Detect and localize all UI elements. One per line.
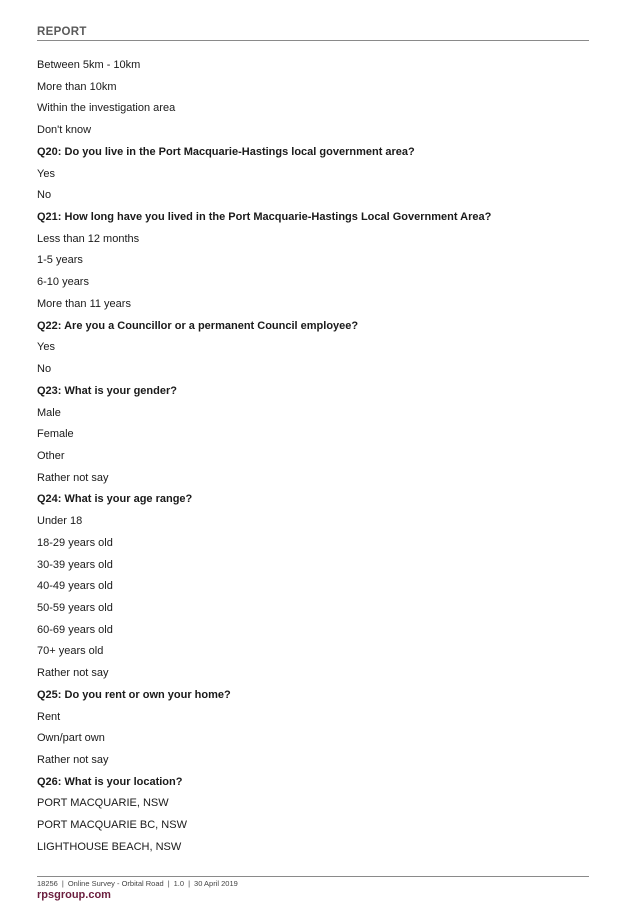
document-title: Online Survey - Orbital Road bbox=[67, 879, 164, 888]
page-footer bbox=[37, 876, 589, 902]
survey-answer: LIGHTHOUSE BEACH, NSW bbox=[37, 840, 182, 853]
date: 30 April 2019 bbox=[194, 879, 238, 888]
survey-question: Q24: What is your age range? bbox=[37, 493, 193, 506]
survey-answer: Yes bbox=[37, 341, 55, 354]
survey-answer: Rather not say bbox=[37, 471, 109, 484]
survey-answer: Less than 12 months bbox=[37, 232, 140, 245]
survey-content bbox=[37, 55, 589, 859]
survey-answer: Between 5km - 10km bbox=[37, 59, 141, 71]
survey-answer: Rather not say bbox=[37, 754, 109, 766]
survey-answer: 1-5 years bbox=[37, 254, 83, 267]
header-divider bbox=[37, 40, 589, 41]
survey-question: Q22: Are you a Councillor or a permanent Council employee? bbox=[37, 319, 359, 332]
separator: | bbox=[188, 879, 191, 888]
footer-divider bbox=[37, 876, 589, 877]
survey-answer: PORT MACQUARIE BC, NSW bbox=[37, 819, 187, 832]
survey-question: Q20: Do you live in the Port Macquarie-Hastings local government area? bbox=[37, 145, 415, 158]
survey-answer: 30-39 years old bbox=[37, 558, 113, 571]
survey-answer: Female bbox=[37, 428, 74, 441]
survey-answer: Don't know bbox=[37, 124, 92, 137]
survey-answer: Within the investigation area bbox=[37, 102, 176, 115]
page-header bbox=[37, 26, 589, 41]
survey-answer: Rent bbox=[37, 710, 61, 723]
survey-question: Q23: What is your gender? bbox=[37, 384, 177, 397]
report-title: REPORT bbox=[37, 26, 87, 38]
survey-answer: Own/part own bbox=[37, 732, 105, 745]
survey-question: Q21: How long have you lived in the Port Macquarie-Hastings Local Government Area? bbox=[37, 211, 492, 224]
survey-answer: 50-59 years old bbox=[37, 601, 113, 614]
survey-answer: Under 18 bbox=[37, 515, 83, 528]
separator: | bbox=[167, 879, 170, 888]
survey-question: Q25: Do you rent or own your home? bbox=[37, 688, 231, 701]
survey-answer: No bbox=[37, 363, 52, 376]
survey-answer: Yes bbox=[37, 167, 55, 180]
survey-answer: PORT MACQUARIE, NSW bbox=[37, 797, 169, 810]
survey-answer: 60-69 years old bbox=[37, 623, 113, 636]
survey-answer: Male bbox=[37, 406, 61, 419]
survey-answer: More than 10km bbox=[37, 80, 117, 93]
survey-answer: 70+ years old bbox=[37, 645, 104, 658]
survey-question: Q26: What is your location? bbox=[37, 775, 183, 788]
separator: | bbox=[61, 879, 64, 888]
survey-answer: More than 11 years bbox=[37, 297, 131, 310]
survey-answer: Other bbox=[37, 449, 65, 462]
survey-answer: 18-29 years old bbox=[37, 536, 113, 549]
project-number: 18256 bbox=[37, 879, 58, 888]
survey-answer: No bbox=[37, 189, 52, 202]
survey-answer: 6-10 years bbox=[37, 276, 89, 289]
survey-answer: 40-49 years old bbox=[37, 580, 113, 593]
footer-meta bbox=[37, 879, 589, 888]
website-link[interactable]: rpsgroup.com bbox=[37, 889, 111, 901]
survey-answer: Rather not say bbox=[37, 667, 109, 680]
version: 1.0 bbox=[173, 879, 185, 888]
